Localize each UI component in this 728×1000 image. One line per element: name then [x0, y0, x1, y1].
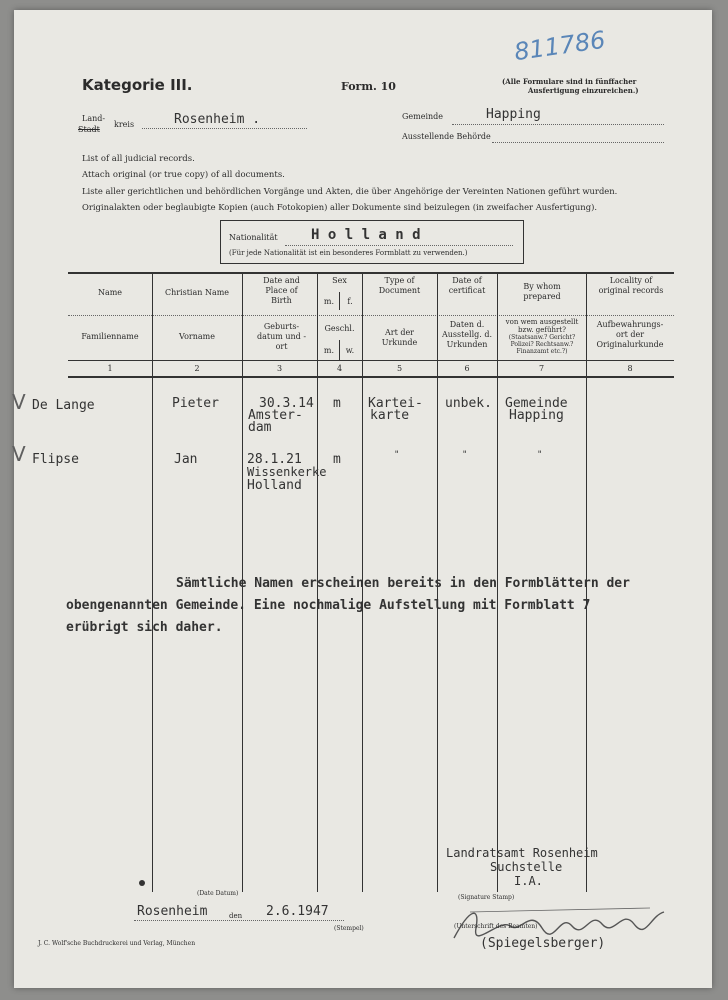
row-birth-date: 30.3.14	[259, 396, 314, 411]
landkreis-value: Rosenheim .	[174, 112, 261, 127]
col-header-prepared-by: By whom prepared	[523, 282, 561, 301]
col-header-familienname: Familienname	[81, 332, 139, 341]
signing-date: 2.6.1947	[266, 904, 329, 919]
printer-imprint: J. C. Wolf'sche Buchdruckerei und Verlag, München	[38, 940, 196, 947]
table-header-line	[68, 360, 674, 361]
row-doc-type: "	[394, 450, 400, 460]
nationality-value: H o l l a n d	[311, 227, 421, 243]
punch-hole-mark	[139, 880, 145, 886]
instruction-3: Liste aller gerichtlichen und behördlichen Vorgänge und Akten, die über Angehörige der Vereinten Nationen geführt wurden.	[82, 186, 618, 196]
row-birth-place: Wissenkerke	[247, 465, 327, 479]
den-label: den	[229, 912, 243, 920]
note-line-1: Sämtliche Namen erscheinen bereits in den Formblättern der	[176, 576, 630, 591]
col-header-birth: Date and Place of Birth	[263, 276, 300, 305]
stempel-label: (Stempel)	[334, 925, 364, 932]
col-number-3: 3	[276, 364, 283, 373]
row-name: De Lange	[32, 398, 95, 413]
nationality-box	[220, 220, 524, 264]
col-number-4: 4	[336, 364, 343, 373]
note-line-2: obengenannten Gemeinde. Eine nochmalige Aufstellung mit Formblatt 7	[66, 598, 591, 613]
col-number-1: 1	[107, 364, 113, 373]
col-header-name: Name	[97, 288, 123, 297]
note-line-3: erübrigt sich daher.	[66, 620, 223, 635]
landkreis-label-kreis: kreis	[114, 120, 135, 129]
col-header-doc-type: Type of Document	[378, 276, 421, 295]
sex-subdivider-bottom	[339, 340, 340, 360]
col-number-2: 2	[194, 364, 200, 373]
row-checkmark: V	[12, 390, 26, 414]
col-number-6: 6	[464, 364, 470, 373]
table-top-line	[68, 272, 674, 274]
col-header-locality: Locality of original records	[598, 276, 664, 295]
col-header-daten: Daten d. Ausstellg. d. Urkunden	[441, 320, 493, 349]
gemeinde-label: Gemeinde	[402, 112, 444, 121]
col-header-von-wem-examples: (Staatsanw.? Gericht? Polizei? Rechtsanw.? Finanzamt etc.?)	[508, 334, 576, 355]
instruction-4: Originalakten oder beglaubigte Kopien (auch Fotokopien) aller Dokumente sind beizulegen (in zweifacher Ausfertigung).	[82, 202, 597, 212]
row-checkmark: V	[12, 442, 26, 466]
row-prepared-by-2: Happing	[509, 408, 564, 423]
col-header-geschl-w: w.	[345, 346, 355, 355]
col-header-sex-m: m.	[323, 297, 335, 306]
copies-note-line-1: (Alle Formulare sind in fünffacher	[502, 77, 637, 86]
copies-note-line-2: Ausfertigung einzureichen.)	[528, 86, 639, 95]
sex-subdivider-top	[339, 292, 340, 310]
gemeinde-line	[452, 124, 664, 125]
col-header-cert-date: Date of certificat	[448, 276, 486, 295]
row-cert-date: unbek.	[445, 396, 492, 411]
landkreis-label-land: Land-	[82, 114, 106, 123]
form-number: Form. 10	[341, 80, 396, 93]
row-vorname: Jan	[174, 452, 198, 467]
nationality-line	[285, 245, 513, 246]
behoerde-line	[492, 142, 664, 143]
row-birth-place-2: Holland	[247, 478, 302, 493]
unterschrift-label: (Unterschrift des Beamten)	[454, 923, 538, 930]
col-header-sex: Sex	[332, 276, 347, 285]
stamp-line-3: I.A.	[514, 874, 543, 888]
col-number-7: 7	[538, 364, 545, 373]
col-header-aufbewahrung: Aufbewahrungs- ort der Originalurkunde	[596, 320, 664, 349]
signer-name: (Spiegelsberger)	[480, 936, 606, 951]
col-header-art: Art der Urkunde	[381, 328, 418, 347]
landkreis-line	[142, 128, 307, 129]
form-category: Kategorie III.	[82, 76, 193, 94]
date-line	[134, 920, 344, 921]
col-number-5: 5	[396, 364, 403, 373]
col-header-christian-name: Christian Name	[164, 288, 230, 297]
col-header-geburt: Geburts- datum und -ort	[256, 322, 307, 351]
signature-stamp-label: (Signature Stamp)	[458, 894, 515, 901]
row-birth-date: 28.1.21	[247, 452, 302, 467]
row-birth-place: Amster-	[248, 408, 303, 423]
document-page	[14, 10, 712, 988]
instruction-2: Attach original (or true copy) of all documents.	[82, 170, 285, 180]
row-doc-type-2: karte	[370, 408, 410, 423]
stamp-line-2: Suchstelle	[490, 860, 563, 874]
row-name: Flipse	[32, 452, 79, 467]
gemeinde-value: Happing	[486, 107, 541, 122]
col-header-von-wem: von wem ausgestellt bzw. geführt?	[505, 318, 579, 334]
table-number-line	[68, 376, 674, 378]
row-cert-date: "	[462, 450, 468, 460]
header-divider	[68, 315, 674, 316]
row-prepared-by: "	[537, 450, 543, 460]
behoerde-label: Ausstellende Behörde	[402, 132, 491, 141]
row-sex: m	[333, 452, 341, 467]
date-label: (Date Datum)	[197, 890, 239, 897]
instruction-1: List of all judicial records.	[82, 154, 195, 164]
stamp-line-1: Landratsamt Rosenheim	[446, 846, 598, 860]
row-birth-place-2: dam	[248, 420, 272, 435]
archive-number: 811786	[512, 25, 608, 67]
col-header-sex-f: f.	[347, 297, 353, 306]
row-sex: m	[333, 396, 341, 411]
landkreis-label-stadt: Stadt	[78, 125, 100, 134]
row-prepared-by: Gemeinde	[505, 396, 568, 411]
row-vorname: Pieter	[172, 396, 219, 411]
nationality-label: Nationalität	[229, 233, 278, 242]
nationality-note: (Für jede Nationalität ist ein besonderes Formblatt zu verwenden.)	[229, 249, 468, 257]
signing-place: Rosenheim	[137, 904, 208, 919]
col-header-geschl-m: m.	[323, 346, 335, 355]
col-header-vorname: Vorname	[179, 332, 215, 341]
row-doc-type: Kartei-	[368, 396, 423, 411]
col-header-geschl: Geschl.	[324, 324, 355, 333]
col-number-8: 8	[627, 364, 633, 373]
